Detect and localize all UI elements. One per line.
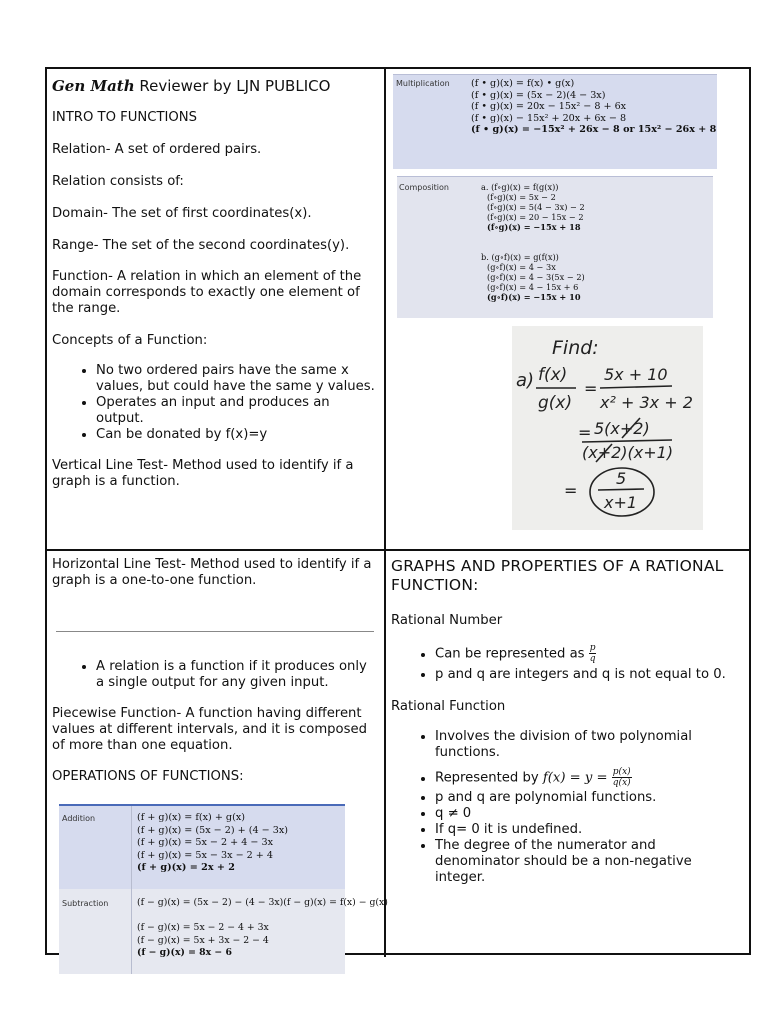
fraction-denominator: q(x) [612,778,631,788]
multiplication-table [393,74,717,169]
cell-line-tests [52,557,378,785]
horizontal-line-test: Horizontal Line Test- Method used to identify if a graph is a one-to-one function. [52,557,372,588]
vertical-line-test: Vertical Line Test- Method used to identify if a graph is a function. [52,458,354,489]
multiplication-line: (f • g)(x) = 20x − 15x² − 8 + 6x [471,101,627,112]
denominator-1: x² + 3x + 2 [600,393,693,412]
list-item: • Can be donated by f(x)=y [96,427,378,443]
composition-line: (f∘g)(x) = −15x + 18 [487,222,581,232]
operations-heading: OPERATIONS OF FUNCTIONS: [52,769,244,784]
list-item: • Involves the division of two polynomial functions. [435,729,741,761]
addition-label: Addition [62,814,96,823]
denominator-3: x+1 [604,493,638,512]
fraction-bar [582,440,672,442]
subtraction-line: (f − g)(x) = 8x − 6 [137,947,232,958]
p-over-q-fraction [589,643,597,664]
px-over-qx-fraction [612,767,632,788]
list-item: • No two ordered pairs have the same x values, but could have the same y values. [96,363,378,395]
gx-text: g(x) [538,393,573,413]
composition-line: (g∘f)(x) = 4 − 15x + 6 [487,282,579,292]
relation-def: Relation- A set of ordered pairs. [52,142,262,157]
numerator-3: 5 [616,469,627,488]
composition-line: (g∘f)(x) = 4 − 3(5x − 2) [487,272,585,282]
addition-line: (f + g)(x) = 2x + 2 [137,862,235,873]
range-def: Range- The set of the second coordinates(y). [52,238,350,253]
composition-table [397,176,713,318]
title-rest: Reviewer by LJN PUBLICO [134,77,331,95]
equals-sign: = [564,481,578,500]
equals-sign: = [578,423,592,442]
list-item: • p and q are polynomial functions. [435,790,741,806]
denominator-2: (x+2)(x+1) [582,443,674,462]
fx-text: f(x) [538,365,568,385]
list-item-text: Represented by [435,770,543,786]
domain-def: Domain- The set of first coordinates(x). [52,206,312,221]
equals-sign: = [584,379,598,398]
rational-function-list [391,729,741,886]
composition-line: (g∘f)(x) = 4 − 3x [487,262,556,272]
find-label: Find: [552,337,599,359]
composition-line: a. (f∘g)(x) = f(g(x)) [481,182,559,192]
addition-line: (f + g)(x) = (5x − 2) + (4 − 3x) [137,824,288,836]
composition-line: (f∘g)(x) = 20 − 15x − 2 [487,212,584,222]
cell-rational-functions [391,557,741,886]
document-title [52,77,378,95]
formula-text: f(x) = y = [542,770,612,786]
subtraction-line: (f − g)(x) = 5x + 3x − 2 − 4 [137,934,269,946]
rational-number-title: Rational Number [391,613,503,628]
addition-line: (f + g)(x) = f(x) + g(x) [137,812,245,823]
fraction-bar [598,489,644,490]
numerator-2: 5(x+2) [594,419,650,438]
composition-line: (f∘g)(x) = 5x − 2 [487,192,556,202]
list-item [435,767,741,788]
handwritten-solution-image [512,326,703,530]
table-column-divider [384,67,386,957]
composition-line: (g∘f)(x) = −15x + 10 [487,292,581,302]
multiplication-line: (f • g)(x) = f(x) • g(x) [471,78,575,89]
function-rule-list [52,659,378,691]
concepts-list [52,363,378,443]
part-a-label: a) [516,370,535,391]
fraction-denominator: q [589,654,596,664]
multiplication-line: (f • g)(x) = −15x² + 26x − 8 or 15x² − 26x + 8 [471,124,717,135]
function-def: Function- A relation in which an element of the domain corresponds to exactly one element of the range. [52,269,362,316]
piecewise-def: Piecewise Function- A function having different values at different intervals, and it is composed of more than one equation. [52,706,367,753]
list-item: • p and q are integers and q is not equal to 0. [435,667,741,683]
multiplication-line: (f • g)(x) = (5x − 2)(4 − 3x) [471,89,606,101]
list-item: • A relation is a function if it produces only a single output for any given input. [96,659,378,691]
fraction-numerator: p(x) [612,767,631,777]
composition-label: Composition [399,183,449,192]
multiplication-label: Multiplication [396,79,450,88]
table-row-divider [45,549,751,551]
relation-consists: Relation consists of: [52,174,184,189]
title-brand: Gen Math [52,77,135,95]
concepts-title: Concepts of a Function: [52,333,208,348]
subtraction-line: (f − g)(x) = (5x − 2) − (4 − 3x)(f − g)(x) = f(x) − g(x) [137,897,388,908]
numerator-1: 5x + 10 [604,365,668,384]
rational-function-title: Rational Function [391,699,506,714]
list-item: • The degree of the numerator and denominator should be a non-negative integer. [435,838,741,886]
subtraction-label: Subtraction [62,899,109,908]
intro-heading: INTRO TO FUNCTIONS [52,110,198,125]
list-item: • If q= 0 it is undefined. [435,822,741,838]
cell-intro [52,77,378,490]
list-item: • Operates an input and produces an output. [96,395,378,427]
addition-line: (f + g)(x) = 5x − 2 + 4 − 3x [137,837,273,848]
section-divider [56,631,374,632]
operations-table [59,804,388,974]
multiplication-line: (f • g)(x) − 15x² + 20x + 6x − 8 [471,112,627,124]
fraction-bar [600,386,672,388]
composition-line: (f∘g)(x) = 5(4 − 3x) − 2 [487,202,585,212]
composition-line: b. (g∘f)(x) = g(f(x)) [481,252,559,262]
list-item-text: Can be represented as [435,646,589,662]
addition-line: (f + g)(x) = 5x − 3x − 2 + 4 [137,849,273,861]
rational-number-list [391,643,741,683]
list-item [435,643,741,664]
subtraction-line [137,910,388,923]
fraction-numerator: p [589,643,596,653]
handwritten-solution-drawing [512,326,703,530]
list-item: • q ≠ 0 [435,806,741,822]
subtraction-line: (f − g)(x) = 5x − 2 − 4 + 3x [137,922,269,933]
rational-heading: GRAPHS AND PROPERTIES OF A RATIONAL FUNCTION: [391,557,724,594]
